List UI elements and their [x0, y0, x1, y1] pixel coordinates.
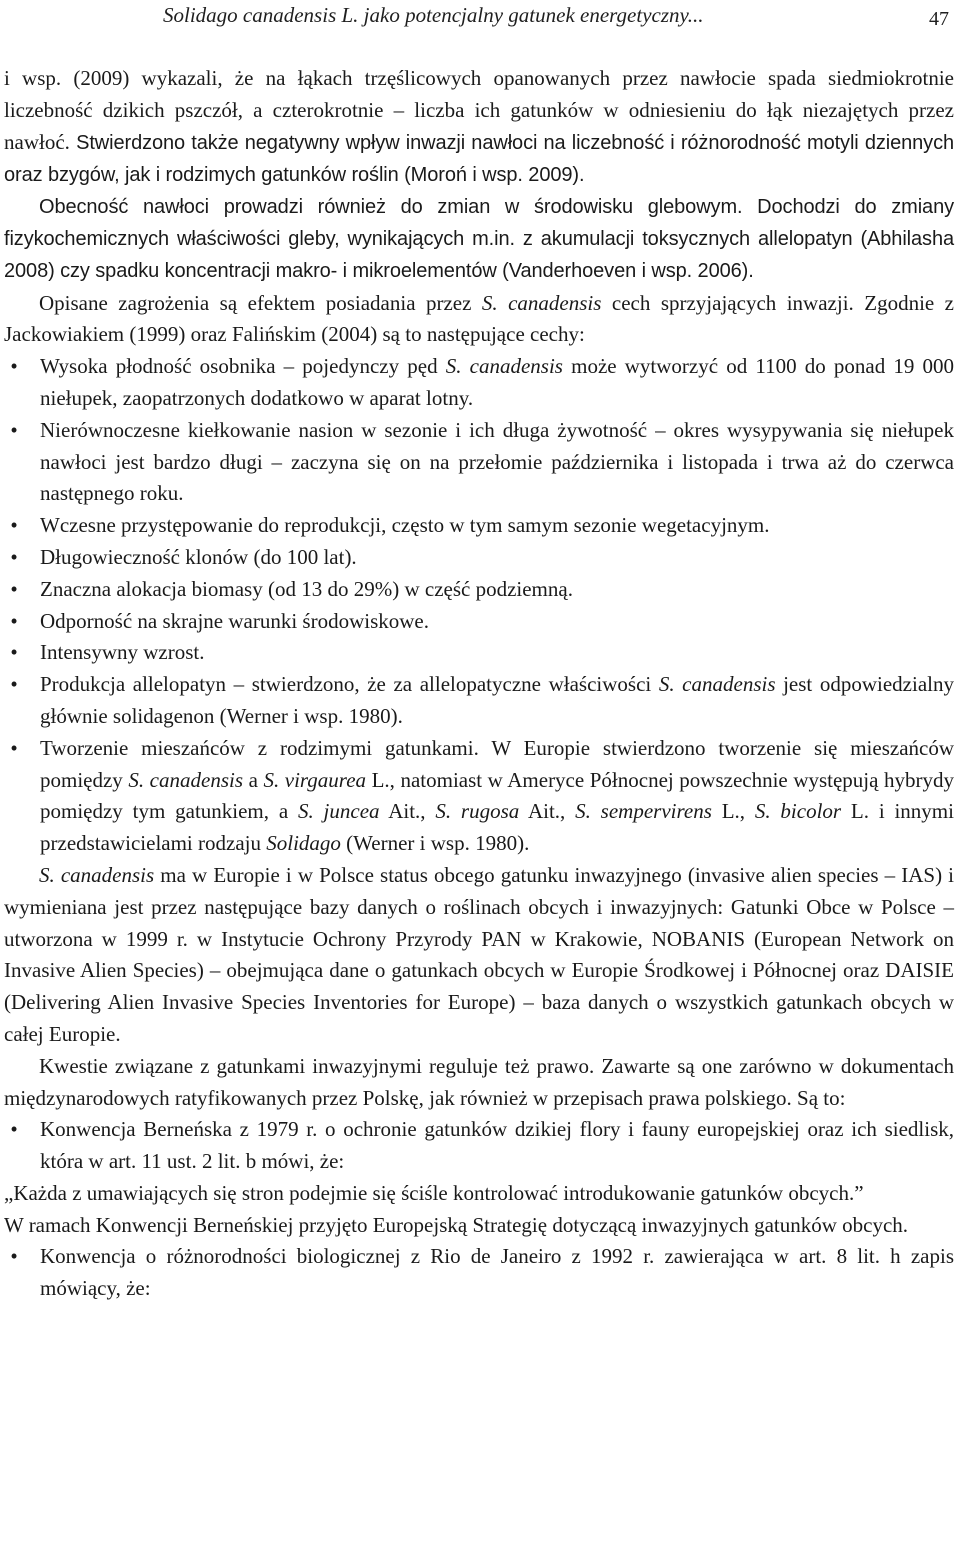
trait-text: Produkcja allelopatyn – stwierdzono, że za allelopatyczne właściwości: [40, 672, 659, 697]
trait-text: Odporność na skrajne warunki środowiskowe.: [40, 608, 430, 633]
species-name: S. virgaurea: [263, 767, 367, 792]
bullet-icon: •: [10, 513, 18, 538]
bullet-icon: •: [10, 608, 18, 633]
bullet-icon: •: [10, 735, 18, 760]
running-title-rest: L. jako potencjalny gatunek energetyczny...: [336, 3, 704, 27]
running-title: [163, 0, 703, 32]
quote-bern: „Każda z umawiających się stron podejmie się ściśle kontrolować introdukowanie gatunków obcych.”: [4, 1180, 864, 1205]
trait-text: Intensywny wzrost.: [40, 640, 205, 665]
species-name: S. canadensis: [481, 290, 602, 315]
trait-text: Wysoka płodność osobnika – pojedynczy pęd: [40, 354, 446, 379]
bullet-icon: •: [10, 354, 18, 379]
running-title-species: Solidago canadensis: [163, 3, 337, 27]
paragraph-law: Kwestie związane z gatunkami inwazyjnymi reguluje też prawo. Zawarte są one zarówno w dokumentach międzynarodowych ratyfikowanych przez Polskę, jak również w przepisach prawa polskiego. Są to:: [4, 1053, 954, 1110]
list-item: [4, 510, 954, 542]
paragraph-bees-b: Stwierdzono także negatywny wpływ inwazji nawłoci na liczebność i różnorodność motyli dziennych oraz bzygów, jak i rodzimych gatunków roślin (Moroń i wsp. 2009).: [4, 131, 954, 187]
law-list-1: [4, 1114, 954, 1178]
trait-text: L. i innymi przedstawicielami rodzaju: [40, 799, 954, 856]
bullet-icon: •: [10, 417, 18, 442]
paragraph-databases: [4, 860, 954, 1051]
paragraph-bees: [4, 63, 954, 192]
bullet-icon: •: [10, 544, 18, 569]
species-name: S. rugosa: [435, 799, 520, 824]
list-item: [4, 733, 954, 860]
paragraph-soil: Obecność nawłoci prowadzi również do zmian w środowisku glebowym. Dochodzi do zmiany fizykochemicznych właściwości gleby, wynikających m.in. z akumulacji toksycznych allelopatyn (Abhilasha 2008) czy spadku koncentracji makro- i mikroelementów (Vanderhoeven i wsp. 2006).: [4, 196, 954, 282]
genus-name: Solidago: [266, 831, 341, 856]
trait-text: L., natomiast w Ameryce Północnej powszechnie występują hybrydy pomiędzy tym gatunkiem, a: [40, 767, 955, 824]
list-item: [4, 1241, 954, 1305]
trait-text: jest odpowiedzialny głównie solidagenon (Werner i wsp. 1980).: [40, 672, 954, 728]
species-name: S. juncea: [297, 799, 380, 824]
list-item: [4, 637, 954, 669]
trait-text: może wytworzyć od 1100 do ponad 19 000 niełupek, zaopatrzonych dodatkowo w aparat lotny.: [40, 354, 954, 410]
law-text: Konwencja o różnorodności biologicznej z Rio de Janeiro z 1992 r. zawierająca w art. 8 lit. h zapis mówiący, że:: [40, 1244, 954, 1301]
paragraph-strategy: W ramach Konwencji Berneńskiej przyjęto Europejską Strategię dotyczącą inwazyjnych gatunków obcych.: [4, 1212, 909, 1237]
traits-list: [4, 351, 954, 860]
body-text: [4, 63, 954, 1305]
paragraph-threats: [4, 288, 954, 352]
trait-text: (Werner i wsp. 1980).: [340, 831, 530, 856]
bullet-icon: •: [10, 672, 18, 697]
trait-text: a: [243, 767, 264, 792]
list-item: [4, 351, 954, 415]
trait-text: Ait.,: [519, 799, 576, 824]
law-list-2: [4, 1241, 954, 1305]
trait-text: Wczesne przystępowanie do reprodukcji, często w tym samym sezonie wegetacyjnym.: [40, 513, 770, 538]
trait-text: Tworzenie mieszańców z rodzimymi gatunkami. W Europie stwierdzono tworzenie się mieszańców pomiędzy: [40, 735, 954, 792]
paragraph-threats-c: cech sprzyjających inwazji. Zgodnie z Jackowiakiem (1999) oraz Falińskim (2004) są to następujące cechy:: [4, 290, 955, 347]
paragraph-threats-a: Opisane zagrożenia są efektem posiadania przez: [39, 290, 482, 315]
running-header: [0, 0, 960, 34]
trait-text: Nierównoczesne kiełkowanie nasion w sezonie i ich długa żywotność – okres wysypywania się niełupek nawłoci jest bardzo długi – zaczyna się on na przełomie października i listopada i trwa aż do czerwca następnego roku.: [40, 417, 954, 506]
species-name: S. canadensis: [658, 672, 776, 697]
list-item: [4, 542, 954, 574]
list-item: [4, 1114, 954, 1178]
page-number: 47: [929, 8, 949, 30]
species-name: S. bicolor: [754, 799, 842, 824]
species-name: S. sempervirens: [575, 799, 712, 824]
paragraph-databases-text: ma w Europie i w Polsce status obcego gatunku inwazyjnego (invasive alien species – IAS) i wymieniana jest przez następujące bazy danych o roślinach obcych i inwazyjnych: Gatunki Obce w Polsce – utworzona w 1999 r. w Instytucie Ochrony Przyrody PAN w Krakowie, NOBANIS (European Network on Invasive Alien Species) – obejmująca dane o gatunkach obcych w Europie Środkowej i Północnej oraz DAISIE (Delivering Alien Invasive Species Inventories for Europe) – baza danych o wszystkich gatunkach obcych w całej Europie.: [4, 862, 954, 1046]
list-item: [4, 574, 954, 606]
paragraph-bees-a: i wsp. (2009) wykazali, że na łąkach trzęślicowych opanowanych przez nawłocie spada siedmiokrotnie liczebność dzikich pszczół, a czterokrotnie – liczba ich gatunków w odniesieniu do łąk niezajętych przez nawłoć.: [4, 66, 954, 154]
list-item: [4, 669, 954, 733]
bullet-icon: •: [10, 1117, 18, 1142]
list-item: [4, 415, 954, 510]
list-item: [4, 606, 954, 638]
species-name: S. canadensis: [445, 354, 563, 379]
bullet-icon: •: [10, 640, 18, 665]
law-text: Konwencja Berneńska z 1979 r. o ochronie gatunków dzikiej flory i fauny europejskiej oraz ich siedlisk, która w art. 11 ust. 2 lit. b mówi, że:: [40, 1117, 954, 1174]
trait-text: Długowieczność klonów (do 100 lat).: [40, 544, 357, 569]
trait-text: Znaczna alokacja biomasy (od 13 do 29%) w część podziemną.: [40, 576, 573, 601]
bullet-icon: •: [10, 1244, 18, 1269]
trait-text: Ait.,: [379, 799, 436, 824]
species-name: S. canadensis: [39, 862, 155, 887]
species-name: S. canadensis: [128, 767, 244, 792]
trait-text: L.,: [711, 799, 755, 824]
bullet-icon: •: [10, 576, 18, 601]
